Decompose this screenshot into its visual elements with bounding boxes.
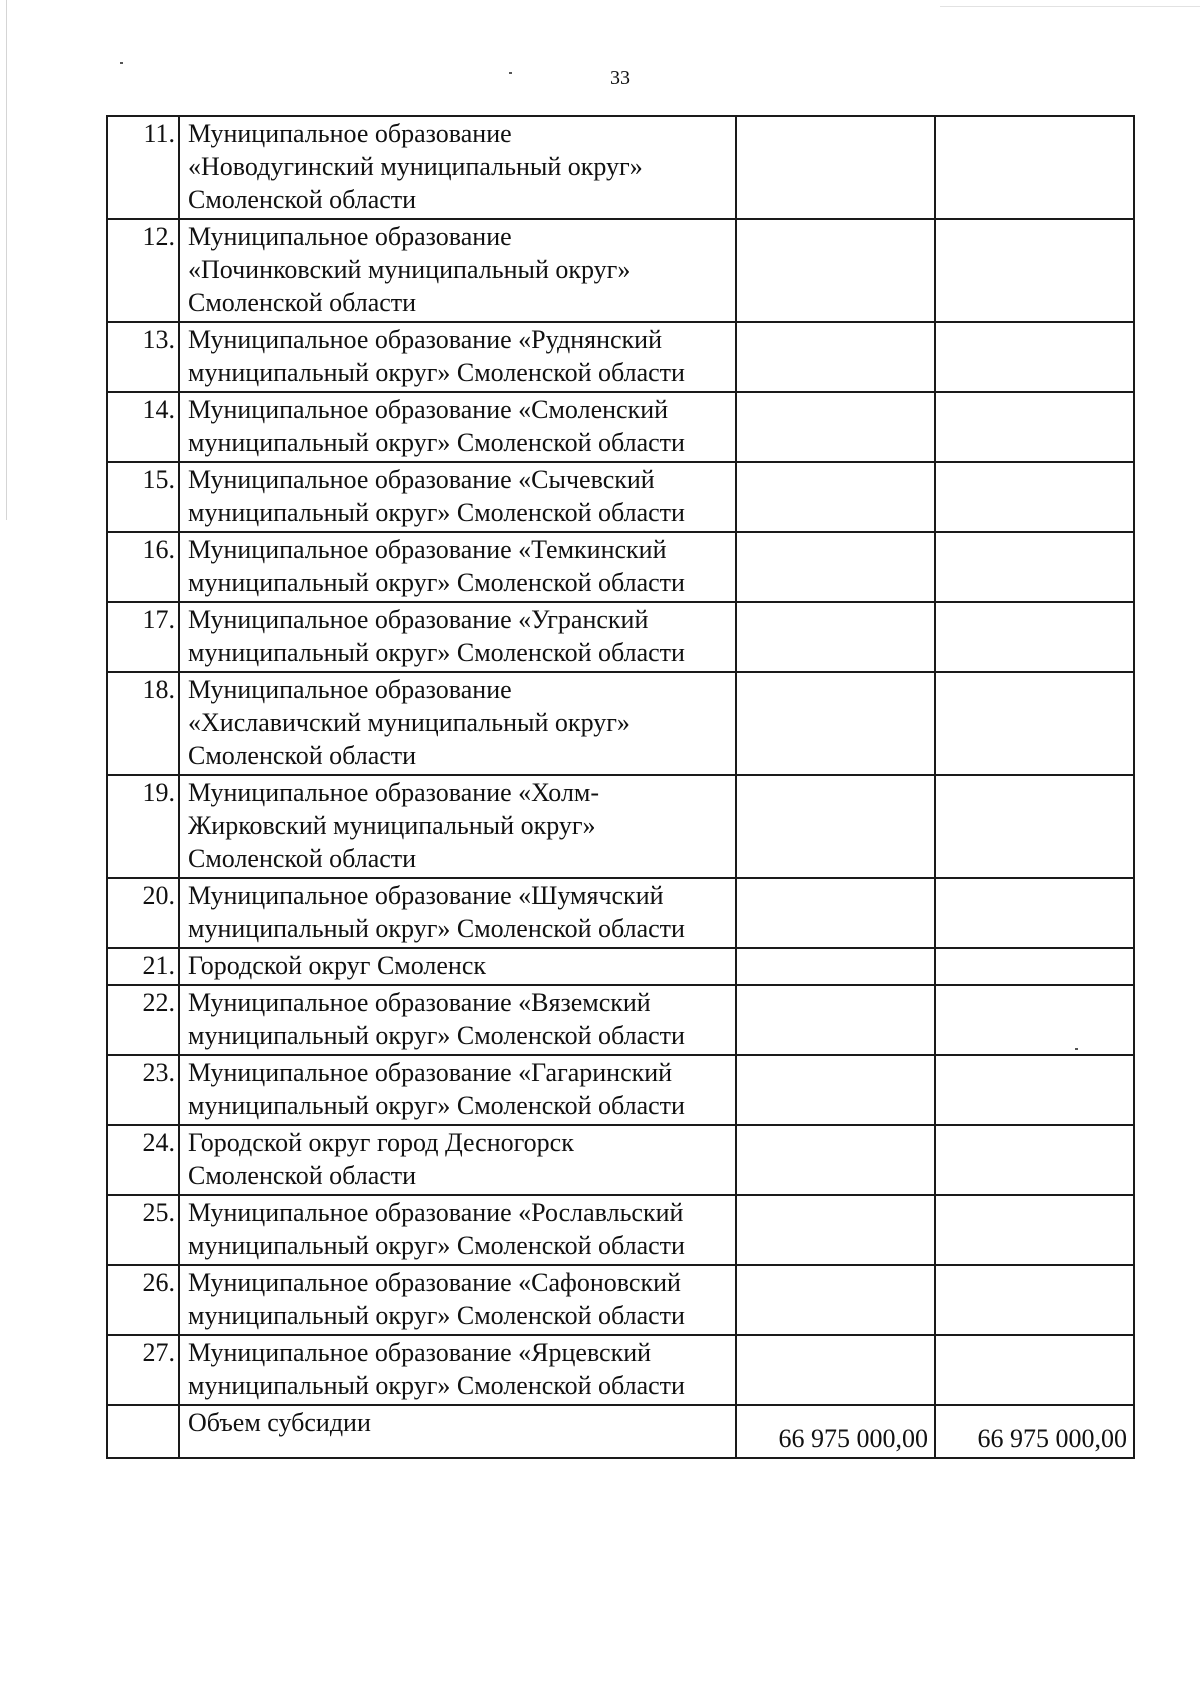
row-number: 12. xyxy=(107,219,179,322)
table-row xyxy=(107,948,1134,985)
amount-cell-b xyxy=(935,985,1134,1055)
amount-cell-a xyxy=(736,116,935,219)
amount-cell-a xyxy=(736,532,935,602)
total-row-number xyxy=(107,1405,179,1458)
amount-cell-a xyxy=(736,1195,935,1265)
subsidy-distribution-table xyxy=(106,115,1135,1459)
municipality-name: Муниципальное образование «Угранский муниципальный округ» Смоленской области xyxy=(179,602,736,672)
amount-cell-a xyxy=(736,1265,935,1335)
row-number: 24. xyxy=(107,1125,179,1195)
row-number: 14. xyxy=(107,392,179,462)
municipality-name: Муниципальное образование «Вяземский муниципальный округ» Смоленской области xyxy=(179,985,736,1055)
table-row xyxy=(107,1265,1134,1335)
amount-cell-a xyxy=(736,392,935,462)
municipality-name: Муниципальное образование «Хиславичский муниципальный округ» Смоленской области xyxy=(179,672,736,775)
scan-speck xyxy=(120,62,123,64)
amount-cell-b xyxy=(935,1195,1134,1265)
municipality-name: Муниципальное образование «Холм- Жирковский муниципальный округ» Смоленской области xyxy=(179,775,736,878)
table-row xyxy=(107,392,1134,462)
amount-cell-a xyxy=(736,1055,935,1125)
amount-cell-b xyxy=(935,392,1134,462)
amount-cell-a xyxy=(736,672,935,775)
municipality-name: Муниципальное образование «Темкинский муниципальный округ» Смоленской области xyxy=(179,532,736,602)
amount-cell-b xyxy=(935,1125,1134,1195)
municipality-name: Городской округ город Десногорск Смоленской области xyxy=(179,1125,736,1195)
row-number: 15. xyxy=(107,462,179,532)
municipality-name: Муниципальное образование «Рославльский муниципальный округ» Смоленской области xyxy=(179,1195,736,1265)
amount-cell-b xyxy=(935,219,1134,322)
amount-cell-a xyxy=(736,1335,935,1405)
row-number: 19. xyxy=(107,775,179,878)
row-number: 11. xyxy=(107,116,179,219)
row-number: 16. xyxy=(107,532,179,602)
table-body xyxy=(107,116,1134,1458)
amount-cell-a xyxy=(736,322,935,392)
amount-cell-b xyxy=(935,672,1134,775)
municipality-name: Муниципальное образование «Сафоновский муниципальный округ» Смоленской области xyxy=(179,1265,736,1335)
municipality-name: Городской округ Смоленск xyxy=(179,948,736,985)
table-row xyxy=(107,219,1134,322)
table-row xyxy=(107,878,1134,948)
amount-cell-b xyxy=(935,602,1134,672)
amount-cell-a xyxy=(736,878,935,948)
amount-cell-b xyxy=(935,532,1134,602)
amount-cell-a xyxy=(736,602,935,672)
amount-cell-a xyxy=(736,985,935,1055)
amount-cell-b xyxy=(935,462,1134,532)
table-row xyxy=(107,322,1134,392)
row-number: 21. xyxy=(107,948,179,985)
amount-cell-a xyxy=(736,948,935,985)
scan-artifact-top-edge xyxy=(940,6,1200,7)
amount-cell-b xyxy=(935,116,1134,219)
amount-cell-a xyxy=(736,462,935,532)
row-number: 26. xyxy=(107,1265,179,1335)
amount-cell-b xyxy=(935,1335,1134,1405)
total-row xyxy=(107,1405,1134,1458)
row-number: 23. xyxy=(107,1055,179,1125)
amount-cell-a xyxy=(736,775,935,878)
row-number: 13. xyxy=(107,322,179,392)
municipality-name: Муниципальное образование «Руднянский муниципальный округ» Смоленской области xyxy=(179,322,736,392)
row-number: 27. xyxy=(107,1335,179,1405)
amount-cell-b xyxy=(935,948,1134,985)
total-label: Объем субсидии xyxy=(179,1405,736,1458)
total-value-b: 66 975 000,00 xyxy=(935,1405,1134,1458)
row-number: 22. xyxy=(107,985,179,1055)
amount-cell-a xyxy=(736,1125,935,1195)
page-number: 33 xyxy=(610,67,630,89)
municipality-name: Муниципальное образование «Гагаринский муниципальный округ» Смоленской области xyxy=(179,1055,736,1125)
row-number: 20. xyxy=(107,878,179,948)
municipality-name: Муниципальное образование «Шумячский муниципальный округ» Смоленской области xyxy=(179,878,736,948)
table-row xyxy=(107,116,1134,219)
municipality-name: Муниципальное образование «Сычевский муниципальный округ» Смоленской области xyxy=(179,462,736,532)
amount-cell-a xyxy=(736,219,935,322)
municipality-name: Муниципальное образование «Ярцевский муниципальный округ» Смоленской области xyxy=(179,1335,736,1405)
table-row xyxy=(107,775,1134,878)
row-number: 18. xyxy=(107,672,179,775)
amount-cell-b xyxy=(935,322,1134,392)
municipality-name: Муниципальное образование «Новодугинский муниципальный округ» Смоленской области xyxy=(179,116,736,219)
amount-cell-b xyxy=(935,775,1134,878)
municipality-name: Муниципальное образование «Смоленский муниципальный округ» Смоленской области xyxy=(179,392,736,462)
table-row xyxy=(107,1195,1134,1265)
table-row xyxy=(107,985,1134,1055)
total-value-a: 66 975 000,00 xyxy=(736,1405,935,1458)
row-number: 17. xyxy=(107,602,179,672)
table-row xyxy=(107,602,1134,672)
table-row xyxy=(107,462,1134,532)
amount-cell-b xyxy=(935,1265,1134,1335)
table-row xyxy=(107,672,1134,775)
amount-cell-b xyxy=(935,1055,1134,1125)
table-row xyxy=(107,1055,1134,1125)
amount-cell-b xyxy=(935,878,1134,948)
table-row xyxy=(107,1125,1134,1195)
table-row xyxy=(107,532,1134,602)
row-number: 25. xyxy=(107,1195,179,1265)
municipality-name: Муниципальное образование «Починковский муниципальный округ» Смоленской области xyxy=(179,219,736,322)
table-row xyxy=(107,1335,1134,1405)
